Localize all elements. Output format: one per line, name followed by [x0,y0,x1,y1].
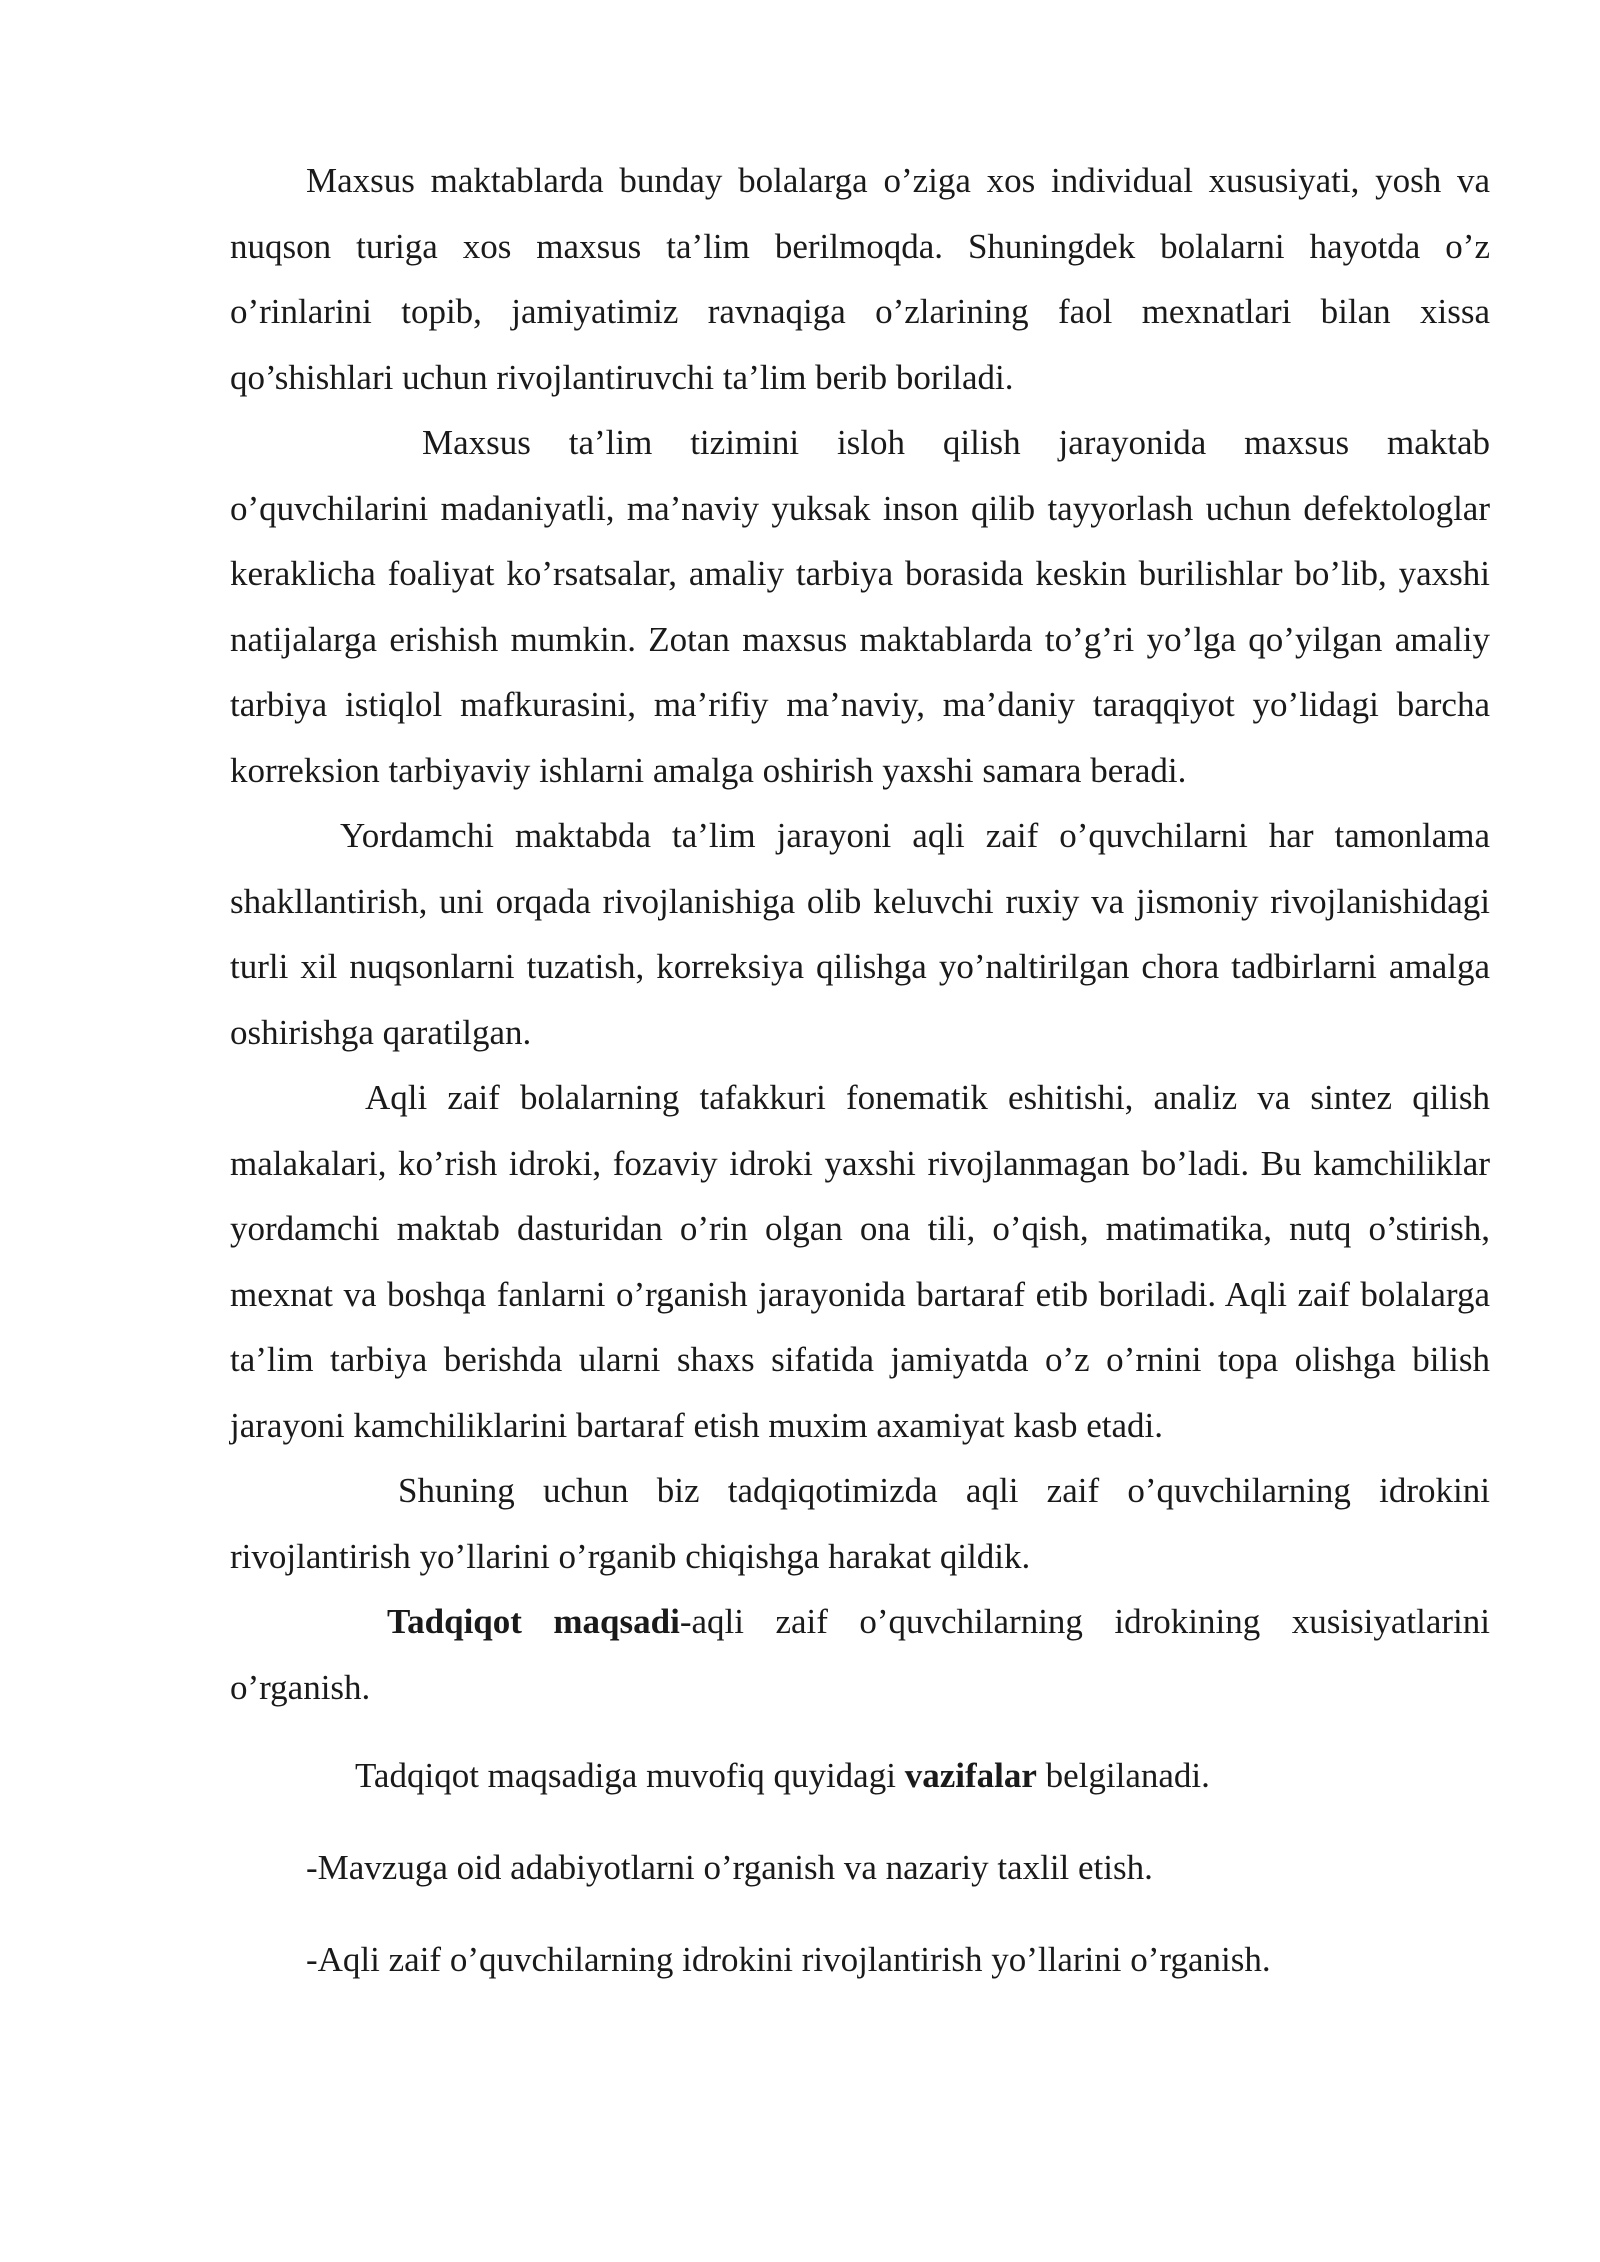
research-aim-label: Tadqiqot maqsadi [387,1602,680,1641]
tasks-intro-keyword: vazifalar [904,1756,1037,1795]
tasks-intro-ending: belgilanadi. [1036,1756,1210,1795]
task-item-2: -Aqli zaif o’quvchilarning idrokini rivojlantirish yo’llarini o’rganish. [306,1940,1271,1979]
task-item-1: -Mavzuga oid adabiyotlarni o’rganish va nazariy taxlil etish. [306,1848,1153,1887]
research-aim-text: -aqli zaif o’quvchilarning idrokining xusisiyatlarini o’rganish. [230,1602,1491,1707]
paragraph-2: Maxsus ta’lim tizimini isloh qilish jarayonida maxsus maktab o’quvchilarini madaniyatli, ma’naviy yuksak inson qilib tayyorlash uchun defektologlar keraklicha foaliyat ko’rsatsalar, amaliy tarbiya borasida keskin burilishlar bo’lib, yaxshi natijalarga erishish mumkin. Zotan maxsus maktablarda to’g’ri yo’lga qo’yilgan amaliy tarbiya istiqlol mafkurasini, ma’rifiy ma’naviy, ma’daniy taraqqiyot yo’lidagi barcha korreksion tarbiyaviy ishlarni amalga oshirish yaxshi samara beradi. [230,423,1490,790]
research-aim-paragraph [230,1589,1490,1720]
tasks-intro-paragraph [230,1746,1490,1806]
document-page [230,148,1490,1990]
paragraph-3: Yordamchi maktabda ta’lim jarayoni aqli zaif o’quvchilarni har tamonlama shakllantirish, uni orqada rivojlanishiga olib keluvchi ruxiy va jismoniy rivojlanishidagi turli xil nuqsonlarni tuzatish, korreksiya qilishga yo’naltirilgan chora tadbirlarni amalga oshirishga qaratilgan. [230,816,1490,1052]
paragraph-1: Maxsus maktablarda bunday bolalarga o’ziga xos individual xususiyati, yosh va nuqson turiga xos maxsus ta’lim berilmoqda. Shuningdek bolalarni hayotda o’z o’rinlarini topib, jamiyatimiz ravnaqiga o’zlarining faol mexnatlari bilan xissa qo’shishlari uchun rivojlantiruvchi ta’lim berib boriladi. [230,161,1490,397]
paragraph-5: Shuning uchun biz tadqiqotimizda aqli zaif o’quvchilarning idrokini rivojlantirish yo’llarini o’rganib chiqishga harakat qildik. [230,1471,1490,1576]
tasks-intro-text: Tadqiqot maqsadiga muvofiq quyidagi [355,1756,905,1795]
paragraph-4: Aqli zaif bolalarning tafakkuri fonematik eshitishi, analiz va sintez qilish malakalari, ko’rish idroki, fozaviy idroki yaxshi rivojlanmagan bo’ladi. Bu kamchiliklar yordamchi maktab dasturidan o’rin olgan ona tili, o’qish, matimatika, nutq o’stirish, mexnat va boshqa fanlarni o’rganish jarayonida bartaraf etib boriladi. Aqli zaif bolalarga ta’lim tarbiya berishda ularni shaxs sifatida jamiyatda o’z o’rnini topa olishga bilish jarayoni kamchiliklarini bartaraf etish muxim axamiyat kasb etadi. [230,1078,1490,1445]
